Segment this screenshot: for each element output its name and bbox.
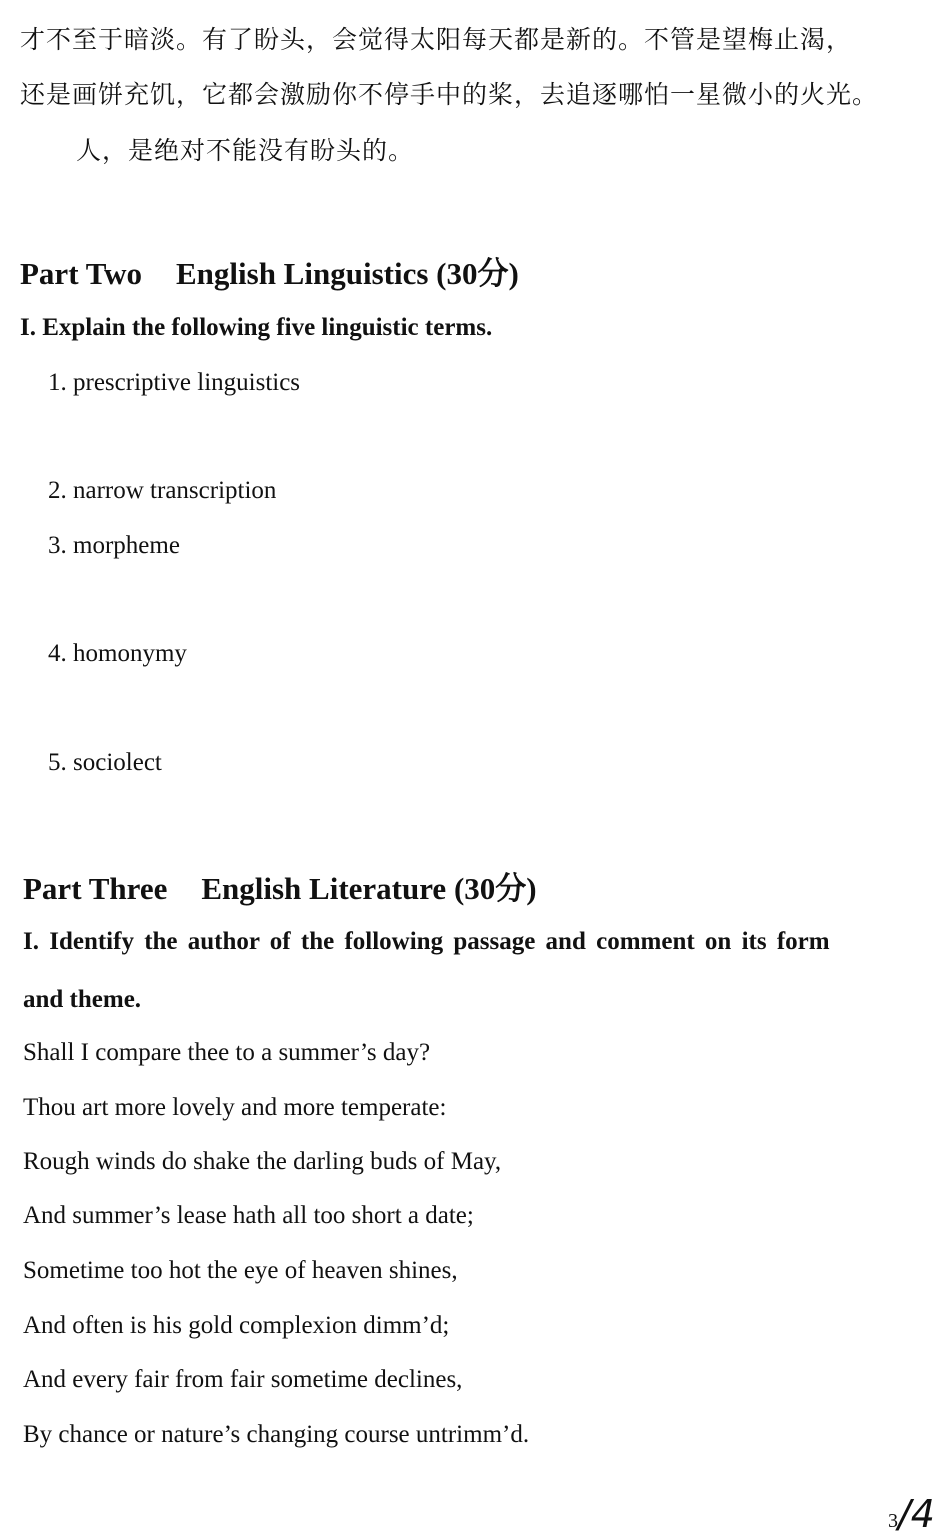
part-three-question-line-2: and theme. (23, 986, 142, 1013)
poem-line: By chance or nature’s changing course untrimm’d. (23, 1421, 530, 1448)
part-three-heading (23, 863, 537, 908)
poem-line: Shall I compare thee to a summer’s day? (23, 1039, 431, 1066)
poem-line: And often is his gold complexion dimm’d; (23, 1312, 450, 1339)
part-two-label: Part Two (20, 256, 142, 291)
part-two-title: English Linguistics (30分) (175, 256, 519, 291)
term-item: 2. narrow transcription (48, 477, 277, 504)
page-current: 3 (888, 1510, 898, 1532)
part-three-title: English Literature (30分) (201, 871, 537, 906)
part-three-label: Part Three (23, 871, 168, 906)
essay-line-1: 才不至于暗淡。有了盼头，会觉得太阳每天都是新的。不管是望梅止渴， (20, 25, 853, 54)
term-item: 1. prescriptive linguistics (48, 369, 301, 396)
poem-line: And every fair from fair sometime declines, (23, 1366, 463, 1393)
poem-line: And summer’s lease hath all too short a date; (23, 1202, 474, 1229)
term-item: 3. morpheme (48, 532, 180, 559)
poem-line: Sometime too hot the eye of heaven shines, (23, 1257, 458, 1284)
term-item: 5. sociolect (48, 749, 162, 776)
essay-line-2: 还是画饼充饥，它都会激励你不停手中的桨，去追逐哪怕一星微小的火光。 (20, 80, 879, 109)
page-total: /4 (898, 1492, 935, 1536)
poem-line: Rough winds do shake the darling buds of May, (23, 1148, 502, 1175)
page-number (888, 1492, 935, 1536)
part-two-heading (20, 248, 519, 293)
term-item: 4. homonymy (48, 640, 187, 667)
part-two-question: I. Explain the following five linguistic terms. (20, 314, 493, 341)
part-three-question-line-1: I. Identify the author of the following passage and comment on its form (23, 928, 830, 955)
poem-line: Thou art more lovely and more temperate: (23, 1094, 447, 1121)
essay-line-3: 人，是绝对不能没有盼头的。 (76, 136, 415, 165)
